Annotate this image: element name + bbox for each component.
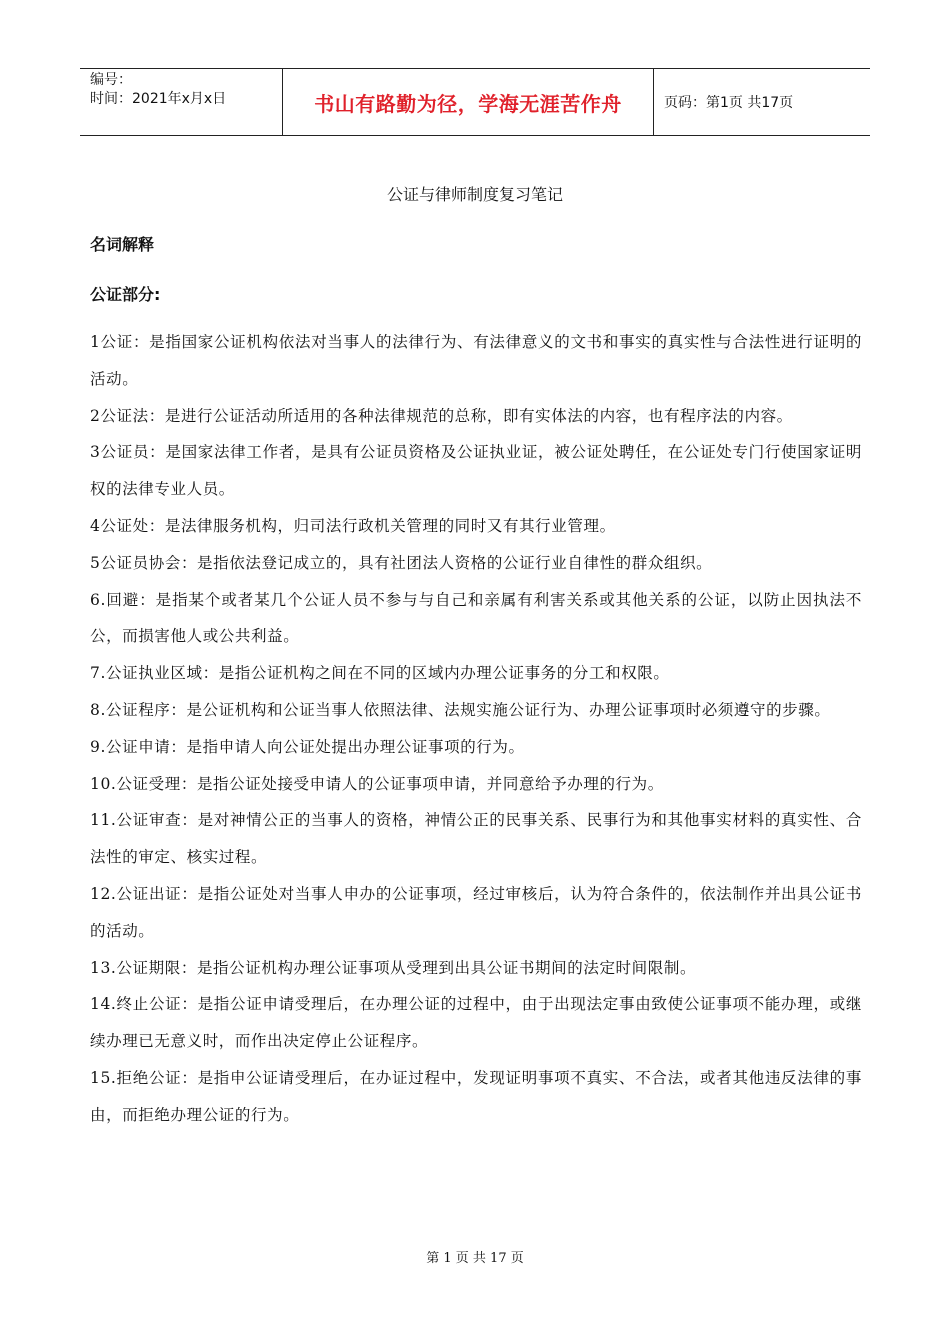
header-motto: 书山有路勤为径，学海无涯苦作舟 <box>314 91 622 116</box>
definition-paragraph: 7.公证执业区域：是指公证机构之间在不同的区域内办理公证事务的分工和权限。 <box>90 664 670 683</box>
definition-paragraph: 10.公证受理：是指公证处接受申请人的公证事项申请，并同意给予办理的行为。 <box>90 774 664 793</box>
page-footer: 第 1 页 共 17 页 <box>426 1251 524 1266</box>
definition-paragraph: 3公证员：是国家法律工作者，是具有公证员资格及公证执业证，被公证处聘任，在公证处专门行使国家证明权的法律专业人员。 <box>90 443 862 499</box>
definition-paragraph: 2公证法：是进行公证活动所适用的各种法律规范的总称，即有实体法的内容，也有程序法的内容。 <box>90 406 793 425</box>
page-code-label: 页码：第1页 共17页 <box>664 95 794 111</box>
document-title: 公证与律师制度复习笔记 <box>386 185 563 204</box>
subsection-heading: 公证部分: <box>90 285 161 304</box>
definition-paragraph: 14.终止公证：是指公证申请受理后，在办理公证的过程中，由于出现法定事由致使公证事项不能办理，或继续办理已无意义时，而作出决定停止公证程序。 <box>90 995 862 1051</box>
definition-paragraph: 1公证：是指国家公证机构依法对当事人的法律行为、有法律意义的文书和事实的真实性与合法性进行证明的活动。 <box>90 333 862 388</box>
definition-paragraph: 11.公证审查：是对神情公正的当事人的资格，神情公正的民事关系、民事行为和其他事实材料的真实性、合法性的审定、核实过程。 <box>90 811 862 867</box>
document-header <box>80 68 870 136</box>
header-motto-cell <box>282 69 654 135</box>
definition-paragraph: 8.公证程序：是公证机构和公证当事人依照法律、法规实施公证行为、办理公证事项时必须遵守的步骤。 <box>90 700 831 719</box>
definition-paragraph: 12.公证出证：是指公证处对当事人申办的公证事项，经过审核后，认为符合条件的，依法制作并出具公证书的活动。 <box>90 884 862 940</box>
definition-paragraph: 13.公证期限：是指公证机构办理公证事项从受理到出具公证书期间的法定时间限制。 <box>90 958 697 977</box>
section-heading: 名词解释 <box>90 235 155 254</box>
definition-paragraph: 9.公证申请：是指申请人向公证处提出办理公证事项的行为。 <box>90 737 525 756</box>
header-info-cell <box>80 69 282 135</box>
definition-paragraph: 6.回避：是指某个或者某几个公证人员不参与与自己和亲属有利害关系或其他关系的公证，以防止因执法不公，而损害他人或公共利益。 <box>90 590 862 646</box>
definition-paragraph: 5公证员协会：是指依法登记成立的，具有社团法人资格的公证行业自律性的群众组织。 <box>90 553 713 572</box>
definitions-body <box>90 324 862 1134</box>
definition-paragraph: 15.拒绝公证：是指申公证请受理后，在办证过程中，发现证明事项不真实、不合法，或者其他违反法律的事由，而拒绝办理公证的行为。 <box>90 1068 862 1124</box>
serial-number-label: 编号： <box>90 72 132 88</box>
date-label: 时间：2021年x月x日 <box>90 91 227 107</box>
header-page-cell <box>654 69 870 135</box>
definition-paragraph: 4公证处：是法律服务机构，归司法行政机关管理的同时又有其行业管理。 <box>90 516 616 535</box>
